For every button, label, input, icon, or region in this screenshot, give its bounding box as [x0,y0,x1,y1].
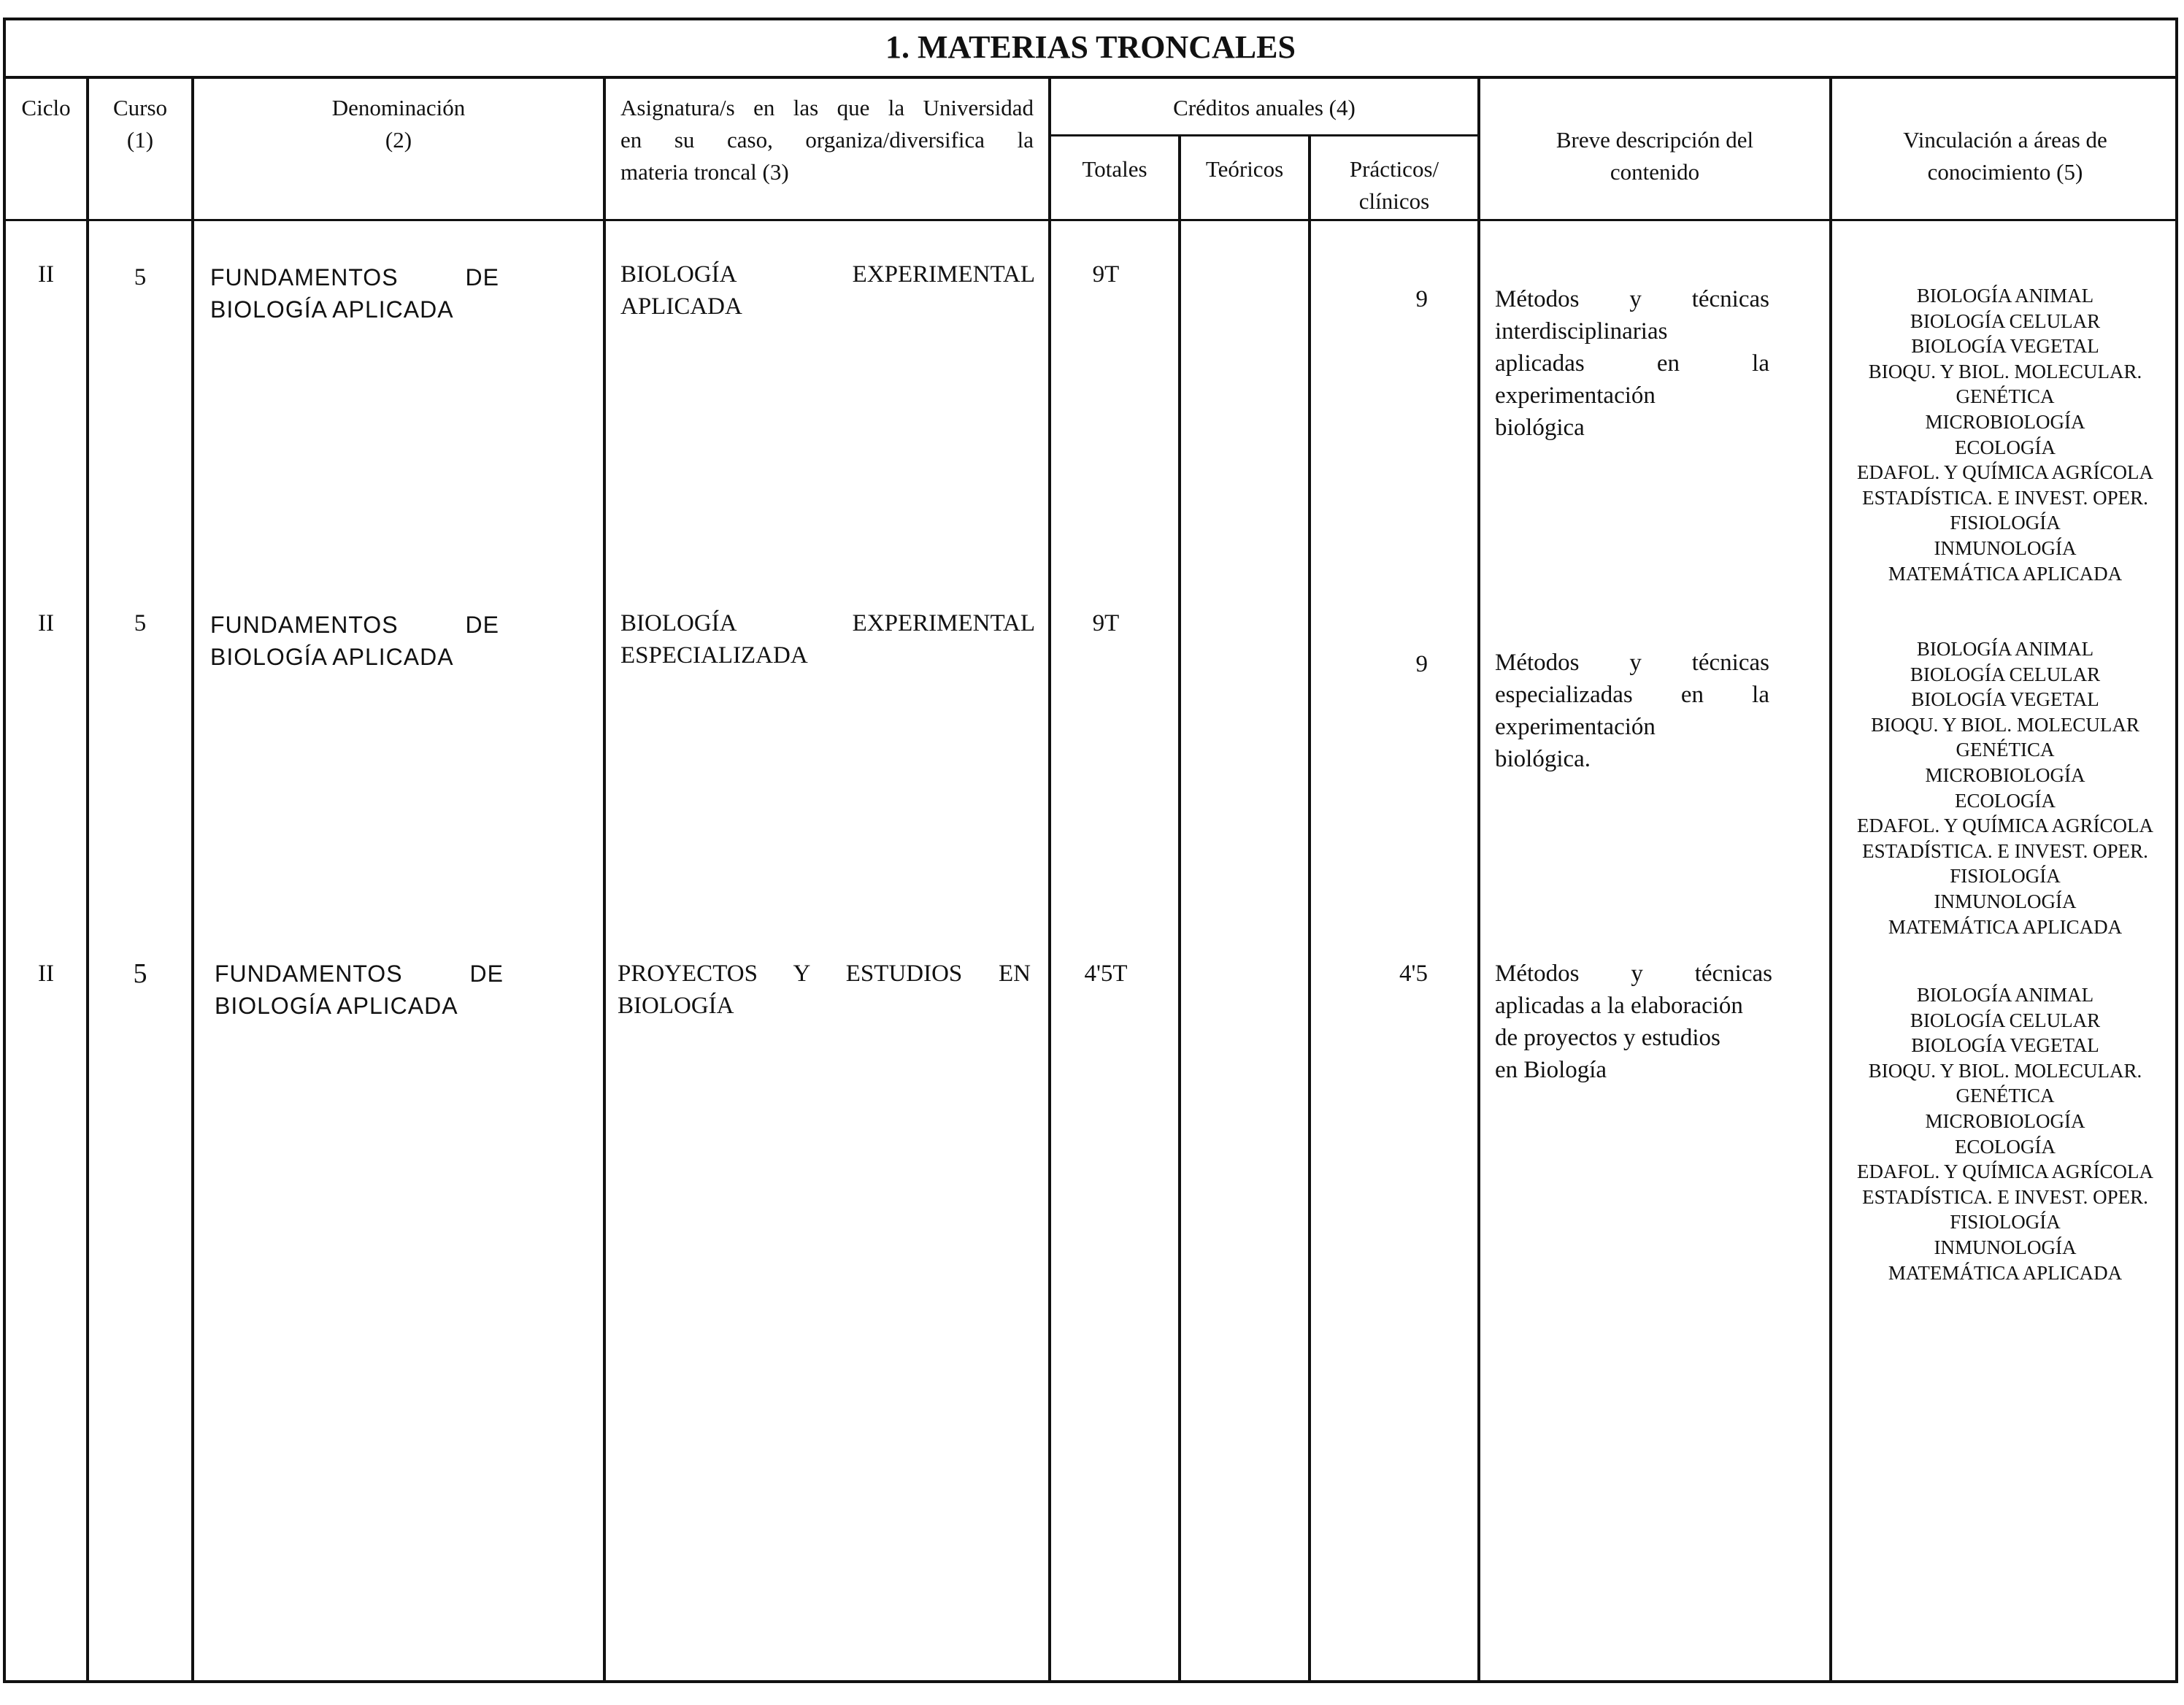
row-1-curso: 5 [134,264,147,290]
area-item: FISIOLOGÍA [1950,512,2061,534]
header-vinculacion: Vinculación a áreas de conocimiento (5) [1903,127,2107,185]
area-item: ECOLOGÍA [1955,436,2056,458]
header-asignatura: Asignatura/s en las que la Universidad en su caso, organiza/diversifica la materia troncal (3) [620,95,1034,185]
area-item: MATEMÁTICA APLICADA [1888,915,2123,938]
row-2-totales: 9T [1092,610,1120,636]
area-item: BIOQU. Y BIOL. MOLECULAR [1871,713,2139,736]
row-3-totales: 4'5T [1084,961,1128,987]
row-3-descripcion: Métodos y técnicas aplicadas a la elaboración de proyectos y estudios en Biología [1495,961,1772,1083]
header-denominacion: Denominación (2) [331,95,466,153]
area-item: BIOLOGÍA CELULAR [1910,1009,2101,1031]
area-item: FISIOLOGÍA [1950,1211,2061,1233]
area-item: GENÉTICA [1956,1085,2055,1107]
creditos-subheader-line [1048,134,1479,136]
area-item: EDAFOL. Y QUÍMICA AGRÍCOLA [1856,461,2153,484]
row-1-areas [1832,283,2178,586]
area-item: BIOLOGÍA VEGETAL [1911,688,2099,711]
row-1-asignatura: BIOLOGÍA EXPERIMENTAL APLICADA [620,261,1035,320]
row-3-curso: 5 [133,958,147,989]
header-creditos: Créditos anuales (4) [1173,95,1356,120]
area-item: MICROBIOLOGÍA [1925,1109,2085,1132]
area-item: BIOLOGÍA CELULAR [1910,663,2101,685]
header-descripcion: Breve descripción del contenido [1556,127,1754,185]
area-item: GENÉTICA [1956,385,2055,408]
area-item: EDAFOL. Y QUÍMICA AGRÍCOLA [1856,815,2153,837]
row-2-curso: 5 [134,610,147,636]
column-divider [603,79,606,1683]
row-3-areas [1832,982,2178,1285]
row-1-ciclo: II [38,261,54,288]
header-curso: Curso (1) [112,95,168,153]
area-item: MICROBIOLOGÍA [1925,410,2085,433]
column-divider [1308,134,1311,1683]
area-item: ECOLOGÍA [1955,789,2056,812]
area-item: BIOQU. Y BIOL. MOLECULAR. [1868,360,2142,382]
materias-troncales-table [3,18,2178,1683]
column-divider [1477,79,1480,1683]
area-item: INMUNOLOGÍA [1934,1236,2077,1258]
row-1-descripcion: Métodos y técnicas interdisciplinarias aplicadas en la experimentación biológica [1495,286,1769,441]
area-item: MICROBIOLOGÍA [1925,763,2085,786]
row-3-practicos: 4'5 [1399,961,1428,987]
area-item: MATEMÁTICA APLICADA [1888,1261,2123,1284]
area-item: ESTADÍSTICA. E INVEST. OPER. [1862,839,2148,862]
area-item: MATEMÁTICA APLICADA [1888,562,2123,585]
row-2-asignatura: BIOLOGÍA EXPERIMENTAL ESPECIALIZADA [620,610,1035,669]
row-2-descripcion: Métodos y técnicas especializadas en la experimentación biológica. [1495,650,1769,772]
area-item: BIOLOGÍA ANIMAL [1916,285,2094,307]
area-item: BIOLOGÍA ANIMAL [1916,984,2094,1006]
area-item: ESTADÍSTICA. E INVEST. OPER. [1862,486,2148,509]
header-ciclo: Ciclo [21,95,71,120]
header-totales: Totales [1082,156,1147,182]
row-1-denominacion: FUNDAMENTOS DE BIOLOGÍA APLICADA [210,264,499,323]
row-1-totales: 9T [1092,261,1120,288]
area-item: BIOQU. Y BIOL. MOLECULAR. [1868,1059,2142,1082]
row-2-practicos: 9 [1415,651,1428,677]
area-item: GENÉTICA [1956,739,2055,761]
table-title: 1. MATERIAS TRONCALES [3,18,2178,79]
row-1-practicos: 9 [1415,286,1428,312]
row-3-asignatura: PROYECTOS Y ESTUDIOS EN BIOLOGÍA [618,961,1031,1019]
row-2-ciclo: II [38,610,54,636]
area-item: ESTADÍSTICA. E INVEST. OPER. [1862,1185,2148,1208]
area-item: INMUNOLOGÍA [1934,890,2077,912]
column-divider [191,79,194,1683]
header-bottom-line [3,219,2178,221]
area-item: BIOLOGÍA ANIMAL [1916,638,2094,660]
area-item: FISIOLOGÍA [1950,865,2061,888]
header-teoricos: Teóricos [1205,156,1284,182]
area-item: BIOLOGÍA VEGETAL [1911,1034,2099,1057]
row-3-denominacion: FUNDAMENTOS DE BIOLOGÍA APLICADA [215,961,504,1019]
row-2-denominacion: FUNDAMENTOS DE BIOLOGÍA APLICADA [210,612,499,670]
column-divider [86,79,89,1683]
area-item: EDAFOL. Y QUÍMICA AGRÍCOLA [1856,1161,2153,1183]
area-item: ECOLOGÍA [1955,1135,2056,1158]
area-item: BIOLOGÍA VEGETAL [1911,335,2099,358]
area-item: INMUNOLOGÍA [1934,536,2077,559]
header-practicos: Prácticos/ clínicos [1349,156,1439,214]
column-divider [1048,79,1051,1683]
area-item: BIOLOGÍA CELULAR [1910,309,2101,332]
column-divider [1178,134,1181,1683]
row-2-areas [1832,636,2178,939]
row-3-ciclo: II [38,961,54,987]
